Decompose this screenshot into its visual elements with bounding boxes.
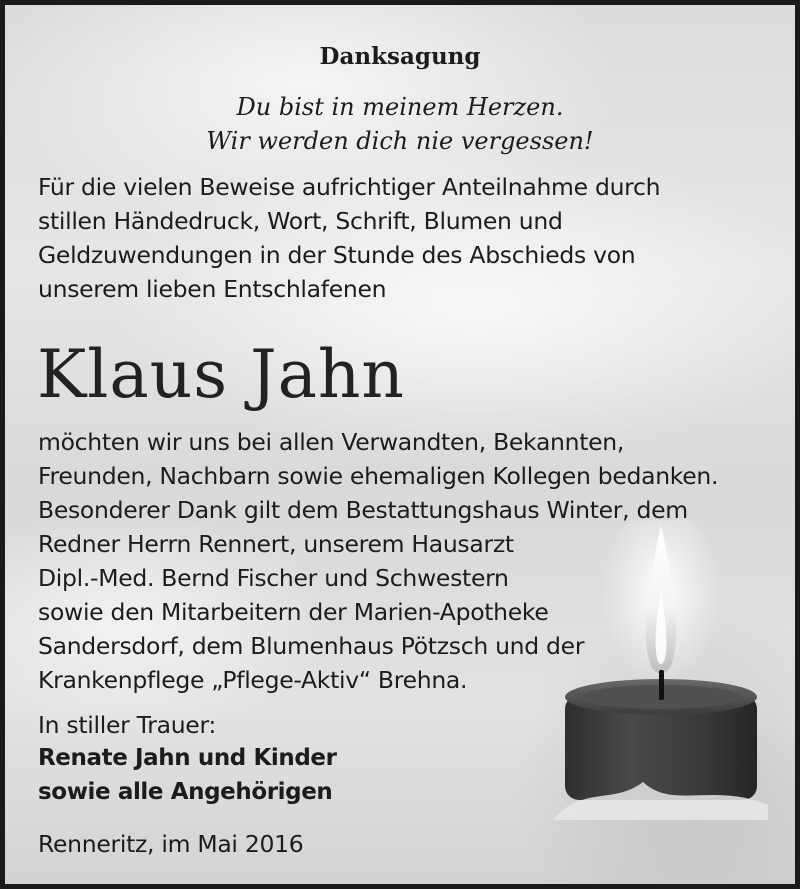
quote-line: Du bist in meinem Herzen.	[236, 93, 564, 121]
thanks-line: Dipl.-Med. Bernd Fischer und Schwestern	[38, 564, 509, 592]
signers	[38, 741, 337, 809]
memorial-quote	[5, 90, 795, 158]
notice-heading: Danksagung	[319, 43, 481, 70]
intro-line: Für die vielen Beweise aufrichtiger Anteilnahme durch	[38, 173, 661, 201]
thanks-line: Krankenpflege „Pflege-Aktiv“ Brehna.	[38, 666, 468, 694]
deceased-name: Klaus Jahn	[37, 336, 405, 413]
mourning-label: In stiller Trauer:	[38, 711, 217, 739]
intro-paragraph	[38, 170, 660, 306]
quote-line: Wir werden dich nie vergessen!	[206, 127, 594, 155]
intro-line: stillen Händedruck, Wort, Schrift, Blumen und	[38, 207, 563, 235]
place-date: Renneritz, im Mai 2016	[38, 830, 304, 858]
thanks-line: Redner Herrn Rennert, unserem Hausarzt	[38, 530, 514, 558]
intro-line: Geldzuwendungen in der Stunde des Abschieds von	[38, 241, 636, 269]
intro-line: unserem lieben Entschlafenen	[38, 275, 387, 303]
thanks-paragraph	[38, 425, 718, 697]
thanks-line: möchten wir uns bei allen Verwandten, Bekannten,	[38, 428, 625, 456]
thanks-line: Sandersdorf, dem Blumenhaus Pötzsch und der	[38, 632, 585, 660]
signer-line: Renate Jahn und Kinder	[38, 745, 337, 771]
signer-line: sowie alle Angehörigen	[38, 779, 333, 805]
thanks-line: Besonderer Dank gilt dem Bestattungshaus Winter, dem	[38, 496, 688, 524]
thanks-line: Freunden, Nachbarn sowie ehemaligen Kollegen bedanken.	[38, 462, 719, 490]
thanks-line: sowie den Mitarbeitern der Marien-Apotheke	[38, 598, 549, 626]
